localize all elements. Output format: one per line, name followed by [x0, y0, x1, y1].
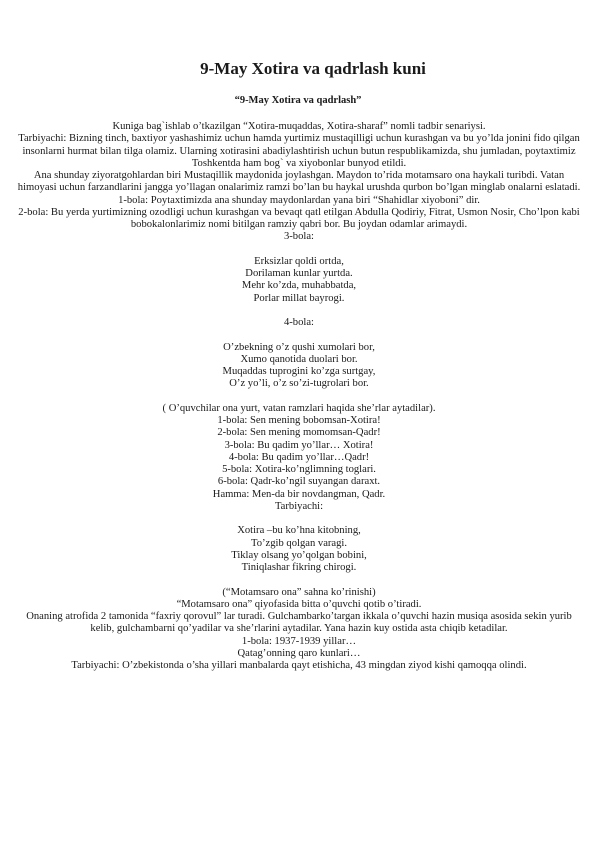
text-line: Kuniga bag`ishlab o’tkazilgan “Xotira-muqaddas, Xotira-sharaf” nomli tadbir senariysi.: [112, 121, 486, 132]
text-line: Tiklay olsang yo’qolgan bobini,: [231, 549, 367, 561]
text-line: Erksizlar qoldi ortda,: [254, 255, 344, 267]
text-line: ( O’quvchilar ona yurt, vatan ramzlari haqida she’rlar aytadilar).: [162, 402, 436, 414]
text-line: Muqaddas tuprogini ko’zga surtgay,: [222, 366, 376, 377]
blank-line: [14, 329, 584, 341]
page-subtitle: “9-May Xotira va qadrlash”: [234, 95, 362, 106]
text-line: 5-bola: Xotira-ko’nglimning toglari.: [222, 464, 376, 475]
text-line: 3-bola:: [283, 231, 314, 243]
blank-line: [14, 574, 584, 586]
text-line: Tarbiyachi:: [274, 500, 324, 512]
text-line: Hamma: Men-da bir novdangman, Qadr.: [212, 488, 386, 500]
text-line: 4-bola: Bu qadim yo’llar…Qadr!: [228, 451, 370, 463]
text-line: Qatag’onning qaro kunlari…: [237, 647, 361, 659]
text-line: “Motamsaro ona” qiyofasida bitta o’quvchi qotib o’tiradi.: [176, 598, 422, 610]
blank-line: [14, 513, 584, 525]
text-line: Tarbiyachi: O’zbekistonda o’sha yillari manbalarda qayt etishicha, 43 mingdan ziyod kishi qamoqqa olindi.: [71, 660, 527, 671]
page-title: 9-May Xotira va qadrlash kuni: [200, 59, 426, 78]
text-line: Dorilaman kunlar yurtda.: [245, 268, 353, 279]
text-line: To’zgib qolgan varagi.: [250, 537, 348, 549]
text-line: 6-bola: Qadr-ko’ngil suyangan daraxt.: [217, 476, 381, 488]
document-body: [14, 121, 584, 672]
text-line: Tiniqlashar fikring chirogi.: [241, 562, 357, 573]
text-line: O’z yo’li, o’z so’zi-tugrolari bor.: [229, 378, 369, 390]
text-line: Xotira –bu ko’hna kitobning,: [237, 525, 361, 537]
text-line: 4-bola:: [283, 317, 314, 328]
text-line: O’zbekning o’z qushi xumolari bor,: [223, 341, 375, 353]
text-line: 1-bola: Sen mening bobomsan-Xotira!: [217, 415, 381, 426]
text-line: Xumo qanotida duolari bor.: [240, 353, 358, 365]
text-line: Onaning atrofida 2 tamonida “faxriy qorovul” lar turadi. Gulchambarko’targan ikkala o’quvchi hazin musiqa asosida sekin yurib kelib, gulchambarni qo’yadilar va she’rlarini aytadilar. Yana hazin kuy ostida asta chiqib ketadilar.: [26, 611, 572, 635]
text-line: 2-bola: Sen mening momomsan-Qadr!: [217, 427, 381, 439]
blank-line: [14, 305, 584, 317]
blank-line: [14, 244, 584, 256]
text-line: Porlar millat bayrogi.: [253, 292, 345, 304]
blank-line: [14, 391, 584, 403]
text-line: Tarbiyachi: Bizning tinch, baxtiyor yashashimiz uchun hamda yurtimiz mustaqilligi uchun kurashgan va bu yo’lda jonini fido qilgan insonlarni hurmat bilan tilga olamiz. Ularning xotirasini abadiylashtirish uchun butun respublikamizda, shu jumladan, poytaxtimiz Toshkentda ham bog` va xiyobonlar bunyod etildi.: [18, 133, 580, 169]
text-line: 1-bola: Poytaxtimizda ana shunday maydonlardan yana biri “Shahidlar xiyoboni” dir.: [118, 194, 480, 206]
text-line: 1-bola: 1937-1939 yillar…: [241, 635, 357, 647]
text-line: 3-bola: Bu qadim yo’llar… Xotira!: [224, 439, 374, 451]
text-line: Mehr ko’zda, muhabbatda,: [241, 280, 357, 292]
text-line: Ana shunday ziyoratgohlardan biri Mustaqillik maydonida joylashgan. Maydon to’rida motamsaro ona haykali turibdi. Vatan himoyasi uchun farzandlarini jangga yo’llagan onalarimiz ramzi bo’lan bu haykal urushda qurbon bo’lgan minglab onalarni eslatadi.: [17, 170, 581, 194]
text-line: (“Motamsaro ona” sahna ko’rinishi): [222, 586, 376, 598]
text-line: 2-bola: Bu yerda yurtimizning ozodligi uchun kurashgan va bevaqt qatl etilgan Abdulla Qodiriy, Fitrat, Usmon Nosir, Cho’lpon kabi bobokalonlarimiz nomi bitilgan ramziy qabri bor. Bu joydan odamlar arimaydi.: [18, 206, 580, 230]
